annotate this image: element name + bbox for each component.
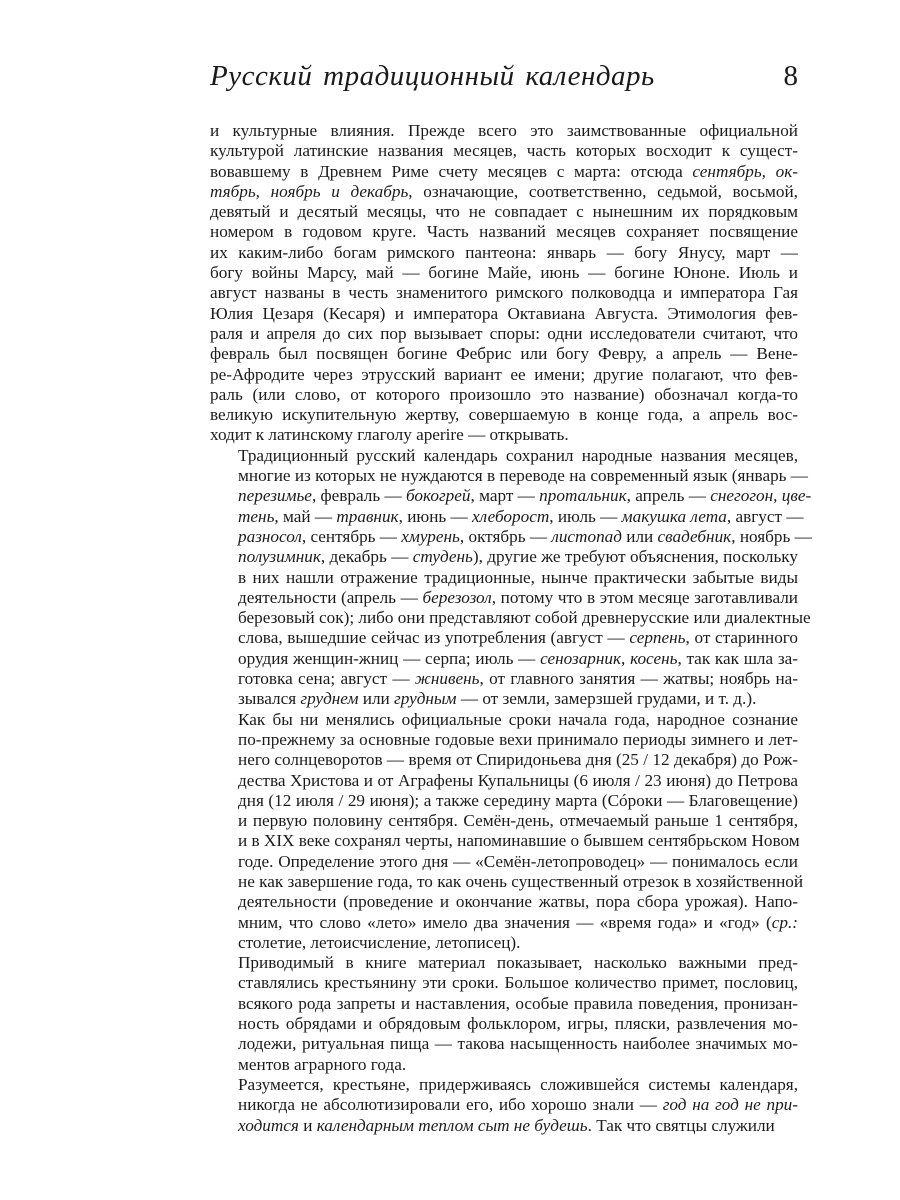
italic-term: хлеборост <box>472 506 550 526</box>
text-line <box>210 994 798 1014</box>
text-run: мним, что слово «лето» имело два значения — «время года» и «год» ( <box>238 912 772 932</box>
text-run: , март — <box>470 486 540 506</box>
italic-term: листопад <box>551 526 622 546</box>
paragraph <box>210 709 804 954</box>
text-run: многие из которых не нуждаются в переводе на современный язык (январь — <box>238 466 808 486</box>
italic-term: жнивень <box>414 669 480 689</box>
text-run: девятый и десятый месяцы, что не совпадает с нынешним их порядковым <box>210 202 798 222</box>
text-line <box>210 892 798 912</box>
text-line <box>210 446 798 466</box>
italic-term: календарным теплом сыт не будешь <box>316 1115 588 1135</box>
text-line <box>210 750 798 770</box>
text-line <box>210 222 798 242</box>
text-line <box>210 141 798 161</box>
text-run: ставлялись крестьянину эти сроки. Большое количество примет, пословиц, <box>238 973 798 993</box>
text-run: культурой латинские названия месяцев, часть которых восходит к сущест- <box>210 141 798 161</box>
text-run: , потому что в этом месяце заготавливали <box>491 587 799 607</box>
text-run: дества Христова и от Аграфены Купальницы (6 июля / 23 июня) до Петрова <box>238 770 798 790</box>
text-run: лодежи, ритуальная пища — такова насыщенность наиболее значимых мо- <box>238 1034 798 1054</box>
text-run: не как завершение года, то как очень существенный отрезок в хозяйственной <box>238 871 804 891</box>
italic-term: сентябрь, ок- <box>692 161 798 181</box>
text-line <box>210 385 798 405</box>
text-run: Традиционный русский календарь сохранил народные названия месяцев, <box>238 445 798 465</box>
text-line <box>210 689 798 709</box>
text-run: , означающие, соответственно, седьмой, восьмой, <box>408 181 798 201</box>
italic-term: бокогрей <box>405 486 471 506</box>
text-line <box>210 608 811 628</box>
text-run: или <box>621 526 658 546</box>
text-run: , май — <box>274 506 337 526</box>
text-run: ре-Афродите через этрусский вариант ее имени; другие полагают, что фев- <box>210 364 798 384</box>
text-line <box>210 1055 798 1075</box>
text-line <box>210 202 798 222</box>
text-line <box>210 852 798 872</box>
text-line <box>210 365 798 385</box>
text-line <box>210 953 798 973</box>
text-line <box>210 162 798 182</box>
text-run: раль (или слово, от которого произошло это название) обозначал когда-то <box>210 384 798 404</box>
text-line <box>210 405 798 425</box>
text-run: годе. Определение этого дня — «Семён-летопроводец» — понималось если <box>238 851 798 871</box>
paragraph <box>210 445 812 710</box>
text-line <box>210 568 798 588</box>
text-run: столетие, летоисчисление, летописец). <box>238 932 521 952</box>
text-run: и первую половину сентября. Семён-день, отмечаемый раньше 1 сентября, <box>238 811 798 831</box>
text-run: , февраль — <box>311 486 406 506</box>
text-run: , от старинного <box>685 628 798 648</box>
text-run: вовавшему в Древнем Риме счету месяцев с марта: отсюда <box>210 161 693 181</box>
italic-term: травник <box>336 506 399 526</box>
italic-term: ходится <box>238 1115 299 1135</box>
italic-term: серпень <box>629 628 686 648</box>
text-line <box>210 526 812 547</box>
text-run: , июнь — <box>398 506 473 526</box>
italic-term: год на год не при- <box>662 1095 798 1115</box>
text-line <box>210 324 798 344</box>
text-run: . Так что святцы служили <box>587 1115 775 1135</box>
text-line <box>210 344 798 364</box>
paragraph <box>210 953 798 1075</box>
text-line <box>210 933 798 953</box>
italic-term: полузимник <box>238 547 321 567</box>
text-run: ), другие же требуют объяснения, поскольку <box>472 547 798 567</box>
text-line <box>210 871 804 892</box>
italic-term: разносол <box>238 526 302 546</box>
italic-term: свадебник <box>657 526 732 546</box>
text-run: , август — <box>726 506 804 526</box>
italic-term: тябрь, ноябрь и декабрь <box>210 181 409 201</box>
text-run: , апрель — <box>626 486 711 506</box>
text-run: всякого рода запреты и наставления, особые правила поведения, пронизан- <box>238 993 798 1013</box>
text-line <box>210 710 798 730</box>
text-line <box>210 304 798 324</box>
italic-term: протальник <box>539 486 627 506</box>
text-line <box>210 243 798 263</box>
text-line <box>210 263 798 283</box>
text-run: Разумеется, крестьяне, придерживаясь сложившейся системы календаря, <box>238 1074 798 1094</box>
text-line <box>210 1075 798 1095</box>
text-run: , сентябрь — <box>301 526 402 546</box>
text-line <box>210 628 798 648</box>
text-run: и культурные влияния. Прежде всего это заимствованные официальной <box>210 121 798 140</box>
text-line <box>210 486 812 506</box>
text-run: и <box>298 1115 317 1135</box>
text-line <box>210 771 798 791</box>
text-line <box>210 669 798 689</box>
italic-term: студень <box>412 547 473 567</box>
text-run: Юлия Цезаря (Кесаря) и императора Октавиана Августа. Этимология фев- <box>210 303 798 323</box>
text-run: или <box>358 689 395 709</box>
text-run: февраль был посвящен богине Фебрис или богу Февру, а апрель — Вене- <box>210 344 798 364</box>
body-text <box>210 121 812 1136</box>
italic-term: ср.: <box>771 912 798 932</box>
text-line <box>210 547 798 567</box>
text-run: и в XIX веке сохранял черты, напоминавшие о бывшем сентябрьском Новом <box>238 831 800 851</box>
italic-term: груднем <box>300 689 359 709</box>
text-line <box>210 913 798 933</box>
text-run: деятельности (проведение и окончание жатвы, пора сбора урожая). Напо- <box>238 892 798 912</box>
text-run: деятельности (апрель — <box>238 587 423 607</box>
text-run: великую искупительную жертву, совершаемую в конце года, а апрель вос- <box>210 405 798 425</box>
paragraph <box>210 121 798 446</box>
italic-term: хмурень <box>401 526 460 546</box>
text-line <box>210 791 798 811</box>
text-run: Как бы ни менялись официальные сроки начала года, народное сознание <box>238 709 798 729</box>
italic-term: снегогон, цве- <box>710 486 812 506</box>
text-run: их каким-либо богам римского пантеона: январь — богу Янусу, март — <box>210 242 798 262</box>
running-head <box>210 60 800 100</box>
text-line <box>210 283 798 303</box>
text-run: , декабрь — <box>320 547 413 567</box>
text-run: раля и апреля до сих пор вызывает споры: одни исследователи считают, что <box>210 323 798 343</box>
text-run: по-прежнему за основные годовые вехи принимало периоды зимнего и лет- <box>238 729 798 749</box>
text-run: — от земли, замерзшей грудами, и т. д.). <box>456 689 757 709</box>
italic-term: грудным <box>394 689 457 709</box>
text-run: ность обрядами и обрядовым фольклором, игры, пляски, развлечения мо- <box>238 1014 798 1034</box>
italic-term: березозол <box>422 587 492 607</box>
text-line <box>210 1095 798 1115</box>
text-line <box>210 182 798 202</box>
text-run: , ноябрь — <box>731 526 812 546</box>
text-line <box>210 649 798 669</box>
text-line <box>210 425 798 445</box>
text-line <box>210 831 798 851</box>
text-run: него солнцеворотов — время от Спиридоньева дня (25 / 12 декабря) до Рож- <box>238 750 798 770</box>
italic-term: сенозарник, косень <box>540 648 678 668</box>
text-run: , так как шла за- <box>677 648 799 668</box>
text-run: зывался <box>238 689 301 709</box>
text-line <box>210 973 798 993</box>
text-line <box>210 588 798 608</box>
text-line <box>210 730 798 750</box>
paragraph <box>210 1075 798 1136</box>
text-run: березовый сок); либо они представляют собой древнерусские или диалектные <box>238 608 811 628</box>
text-run: готовка сена; август — <box>238 669 415 689</box>
text-run: август названы в честь знаменитого римского полководца и императора Гая <box>210 283 798 303</box>
text-run: ментов аграрного года. <box>238 1054 407 1074</box>
text-run: ходит к латинскому глаголу aperire — открывать. <box>210 425 569 445</box>
italic-term: перезимье <box>238 486 312 506</box>
text-run: в них нашли отражение традиционные, нынче практически забытые виды <box>238 567 798 587</box>
text-run: Приводимый в книге материал показывает, насколько важными пред- <box>238 953 798 973</box>
text-line <box>210 121 798 141</box>
running-title: Русский традиционный календарь <box>210 60 655 92</box>
text-run: никогда не абсолютизировали его, ибо хорошо знали — <box>238 1095 663 1115</box>
text-run: номером в годовом круге. Часть названий месяцев сохраняет посвящение <box>210 222 798 242</box>
text-line <box>210 506 804 527</box>
text-line <box>210 811 798 831</box>
text-run: , октябрь — <box>459 526 552 546</box>
text-run: , от главного занятия — жатвы; ноябрь на- <box>479 669 799 689</box>
page-number: 8 <box>783 60 798 92</box>
text-run: богу войны Марсу, май — богине Майе, июнь — богине Юноне. Июль и <box>210 263 798 283</box>
text-run: , июль — <box>549 506 622 526</box>
text-line <box>210 1116 798 1136</box>
italic-term: тень <box>238 506 275 526</box>
text-run: орудия женщин-жниц — серпа; июль — <box>238 648 541 668</box>
text-line <box>210 1014 798 1034</box>
text-line <box>210 466 808 486</box>
text-run: слова, вышедшие сейчас из употребления (август — <box>238 628 630 648</box>
text-run: дня (12 июля / 29 июня); а также середину марта (Сóроки — Благовещение) <box>238 790 798 810</box>
italic-term: макушка лета <box>621 506 727 526</box>
text-line <box>210 1034 798 1054</box>
